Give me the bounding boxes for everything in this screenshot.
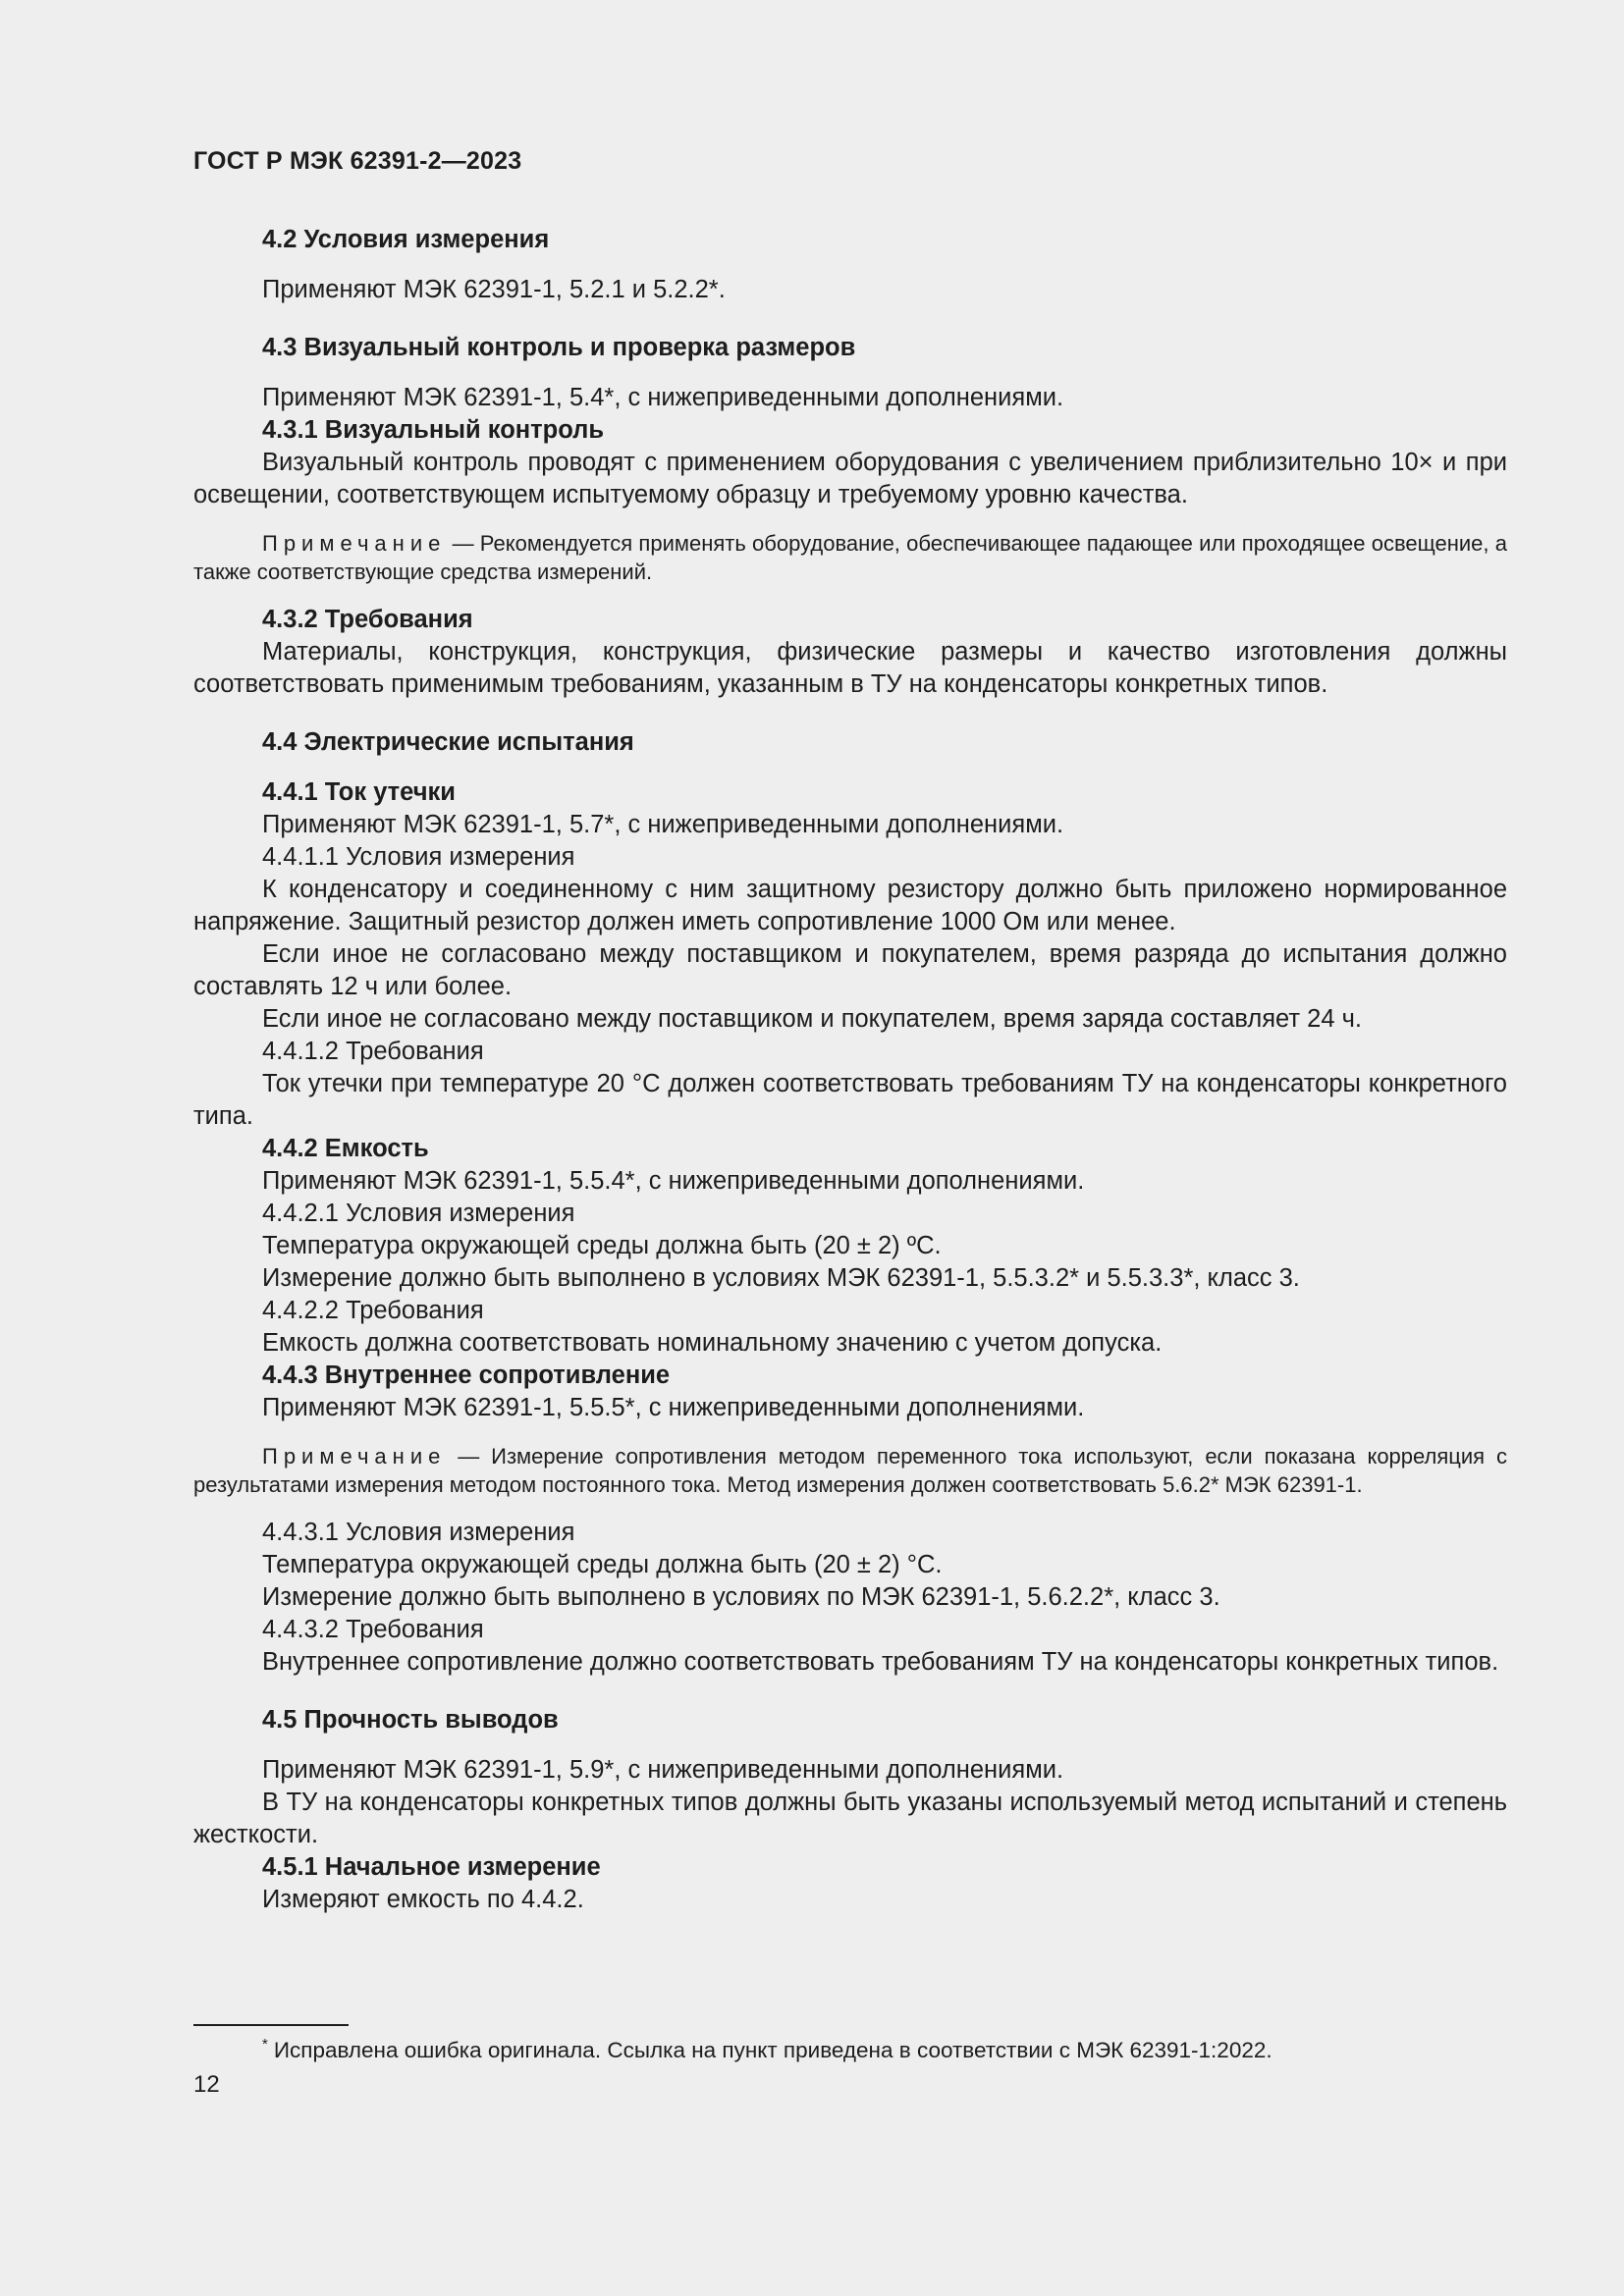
note-4-3-1 xyxy=(193,529,1507,586)
section-4-4-1-text: Применяют МЭК 62391-1, 5.7*, с нижеприведенными дополнениями. xyxy=(262,811,1064,838)
section-4-3-2-text: Материалы, конструкция, конструкция, физические размеры и качество изготовления должны соответствовать применимым требованиям, указанным в ТУ на конденсаторы конкретных типов. xyxy=(193,638,1507,698)
section-4-2-text: Применяют МЭК 62391-1, 5.2.1 и 5.2.2*. xyxy=(262,276,726,303)
section-4-4-1-2-p1: Ток утечки при температуре 20 °С должен соответствовать требованиям ТУ на конденсаторы конкретного типа. xyxy=(193,1070,1507,1130)
section-4-4-2-text: Применяют МЭК 62391-1, 5.5.4*, с нижеприведенными дополнениями. xyxy=(262,1167,1085,1195)
section-4-4-title: 4.4 Электрические испытания xyxy=(262,728,634,756)
note-text: — Рекомендуется применять оборудование, обеспечивающее падающее или проходящее освещение, а также соответствующие средства измерений. xyxy=(193,531,1507,584)
section-4-5-1-text: Измеряют емкость по 4.4.2. xyxy=(262,1886,584,1913)
section-4-4-3-title: 4.4.3 Внутреннее сопротивление xyxy=(262,1362,671,1389)
section-4-4-1-1-p3: Если иное не согласовано между поставщиком и покупателем, время заряда составляет 24 ч. xyxy=(262,1005,1362,1033)
section-4-4-3-2-title: 4.4.3.2 Требования xyxy=(262,1616,484,1643)
document-header: ГОСТ Р МЭК 62391-2—2023 xyxy=(193,147,522,175)
section-4-2-title: 4.2 Условия измерения xyxy=(262,226,550,253)
note-4-4-3 xyxy=(193,1442,1507,1499)
section-4-5-p2: В ТУ на конденсаторы конкретных типов должны быть указаны используемый метод испытаний и степень жесткости. xyxy=(193,1789,1507,1848)
section-4-4-2-1-p2: Измерение должно быть выполнено в условиях МЭК 62391-1, 5.5.3.2* и 5.5.3.3*, класс 3. xyxy=(262,1264,1300,1292)
section-4-4-1-1-p1: К конденсатору и соединенному с ним защитному резистору должно быть приложено нормированное напряжение. Защитный резистор должен иметь сопротивление 1000 Ом или менее. xyxy=(193,876,1507,935)
section-4-4-2-2-p1: Емкость должна соответствовать номинальному значению с учетом допуска. xyxy=(262,1329,1163,1357)
footnote-text: Исправлена ошибка оригинала. Ссылка на пункт приведена в соответствии с МЭК 62391-1:2022. xyxy=(273,2038,1272,2062)
footnote-mark: * xyxy=(262,2036,268,2053)
section-4-4-1-2-title: 4.4.1.2 Требования xyxy=(262,1038,484,1065)
section-4-4-3-1-title: 4.4.3.1 Условия измерения xyxy=(262,1519,575,1546)
section-4-5-title: 4.5 Прочность выводов xyxy=(262,1706,559,1734)
section-4-4-3-2-p1: Внутреннее сопротивление должно соответствовать требованиям ТУ на конденсаторы конкретных типов. xyxy=(262,1648,1499,1676)
section-4-4-3-text: Применяют МЭК 62391-1, 5.5.5*, с нижеприведенными дополнениями. xyxy=(262,1394,1085,1421)
section-4-4-2-1-p1: Температура окружающей среды должна быть (20 ± 2) ºС. xyxy=(262,1232,942,1259)
section-4-3-text: Применяют МЭК 62391-1, 5.4*, с нижеприведенными дополнениями. xyxy=(262,384,1064,411)
footnote xyxy=(262,2030,1507,2065)
page-number: 12 xyxy=(193,2071,220,2098)
section-4-4-2-2-title: 4.4.2.2 Требования xyxy=(262,1297,484,1324)
section-4-4-3-1-p1: Температура окружающей среды должна быть (20 ± 2) °С. xyxy=(262,1551,943,1578)
section-4-3-2-title: 4.3.2 Требования xyxy=(262,606,473,633)
section-4-4-3-1-p2: Измерение должно быть выполнено в условиях по МЭК 62391-1, 5.6.2.2*, класс 3. xyxy=(262,1583,1220,1611)
section-4-4-2-1-title: 4.4.2.1 Условия измерения xyxy=(262,1200,575,1227)
section-4-3-title: 4.3 Визуальный контроль и проверка размеров xyxy=(262,334,856,361)
section-4-3-1-text: Визуальный контроль проводят с применением оборудования с увеличением приблизительно 10× и при освещении, соответствующем испытуемому образцу и требуемому уровню качества. xyxy=(193,449,1507,508)
footnote-separator xyxy=(193,2024,349,2026)
section-4-4-1-1-p2: Если иное не согласовано между поставщиком и покупателем, время разряда до испытания должно составлять 12 ч или более. xyxy=(193,940,1507,1000)
section-4-4-1-title: 4.4.1 Ток утечки xyxy=(262,778,456,806)
section-4-5-p1: Применяют МЭК 62391-1, 5.9*, с нижеприведенными дополнениями. xyxy=(262,1756,1064,1784)
section-4-3-1-title: 4.3.1 Визуальный контроль xyxy=(262,416,605,444)
document-body xyxy=(193,224,1507,1916)
note-label: Примечание xyxy=(262,1444,447,1468)
note-text: — Измерение сопротивления методом переменного тока используют, если показана корреляция с результатами измерения методом постоянного тока. Метод измерения должен соответствовать 5.6.2* МЭК 62391-1. xyxy=(193,1444,1507,1497)
section-4-4-2-title: 4.4.2 Емкость xyxy=(262,1135,429,1162)
note-label: Примечание xyxy=(262,531,447,556)
section-4-5-1-title: 4.5.1 Начальное измерение xyxy=(262,1853,601,1881)
section-4-4-1-1-title: 4.4.1.1 Условия измерения xyxy=(262,843,575,871)
